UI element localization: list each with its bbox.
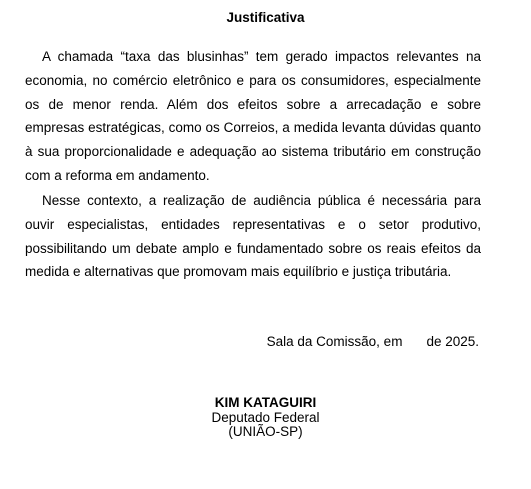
section-heading: Justificativa [226,10,305,25]
closing-line [267,334,479,350]
closing-place: Sala da Comissão, em [266,334,403,349]
signer-name: KIM KATAGUIRI [214,395,317,410]
signer-title: Deputado Federal [211,409,320,425]
signature-block [0,396,531,440]
signer-party: (UNIÃO-SP) [228,424,303,439]
justification-paragraph-1: A chamada “taxa das blusinhas” tem gerado impactos relevantes na economia, no comércio eletrônico e para os consumidores, especialmente os de menor renda. Além dos efeitos sobre a arrecadação e sobre empresas estratégicas, como os Correios, a medida levanta dúvidas quanto à sua proporcionalidade e adequação ao sistema tributário em construção com a reforma em andamento. [25,49,481,183]
justification-paragraph-2: Nesse contexto, a realização de audiência pública é necessária para ouvir especialistas, entidades representativas e o setor produtivo, possibilitando um debate amplo e fundamentado sobre os reais efeitos da medida e alternativas que promovam mais equilíbrio e justiça tributária. [25,193,481,280]
closing-year: de 2025. [426,334,479,349]
